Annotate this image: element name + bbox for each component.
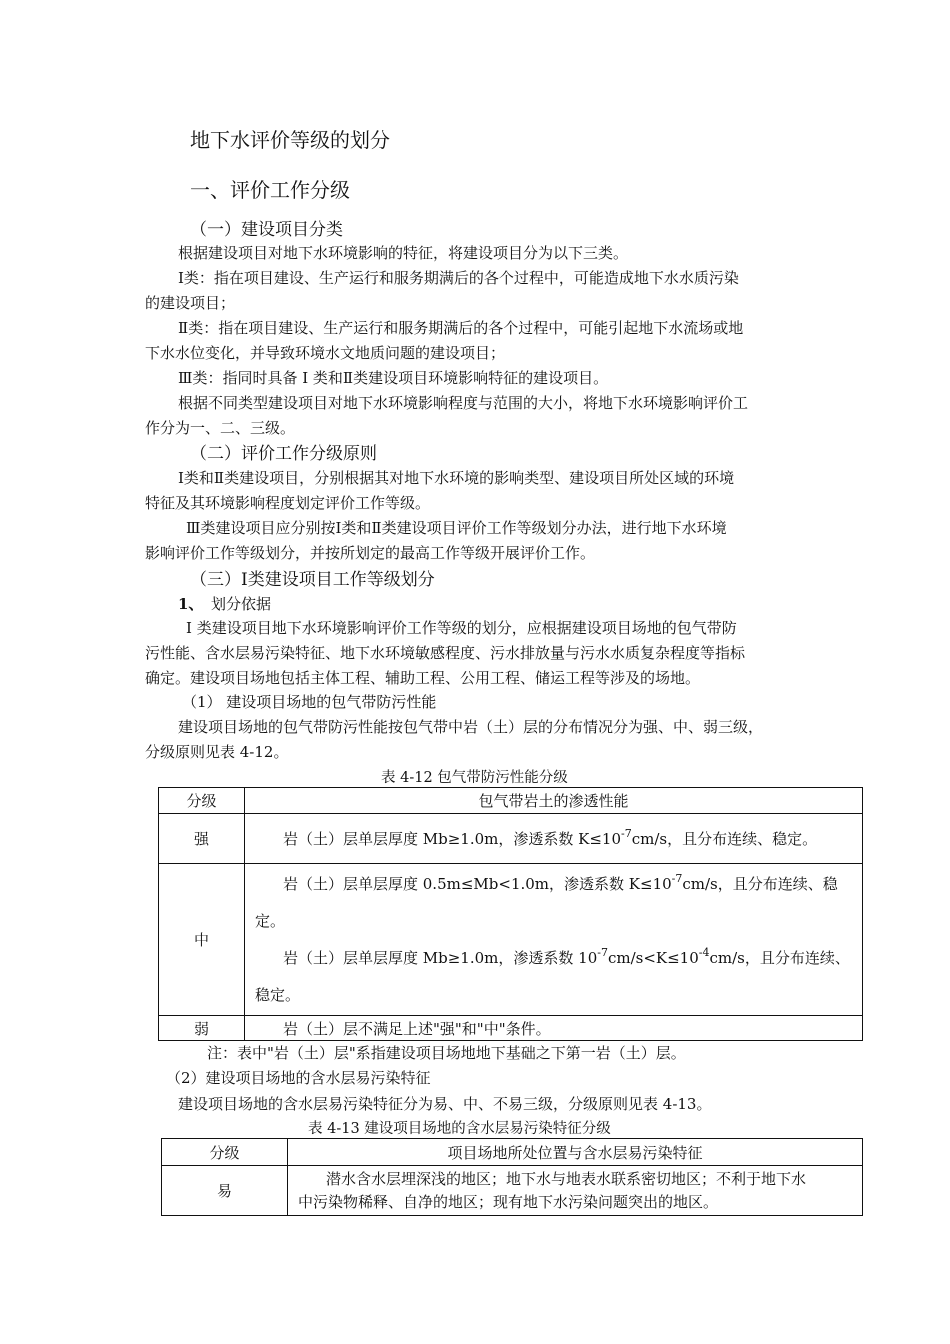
table-header-cell: 分级 — [162, 1139, 288, 1166]
list-heading: 划分依据 — [211, 595, 272, 613]
paragraph: 建设项目场地的含水层易污染特征分为易、中、不易三级，分级原则见表 4-13。 — [178, 1095, 712, 1113]
paragraph: 的建设项目； — [145, 294, 236, 312]
table-row — [159, 1016, 863, 1041]
grade-cell: 易 — [162, 1166, 288, 1216]
paragraph: 下水水位变化，并导致环境水文地质问题的建设项目； — [145, 344, 506, 362]
table-row — [162, 1166, 863, 1216]
grade-cell: 强 — [159, 814, 245, 864]
paragraph: Ⅱ类：指在项目建设、生产运行和服务期满后的各个过程中，可能引起地下水流场或地 — [178, 319, 744, 337]
table-row — [159, 864, 863, 1016]
paragraph: 分级原则见表 4-12。 — [145, 743, 289, 761]
paragraph: Ⅰ类：指在项目建设、生产运行和服务期满后的各个过程中，可能造成地下水水质污染 — [178, 269, 739, 287]
table-header-cell: 包气带岩土的渗透性能 — [245, 788, 863, 814]
description-cell: 岩（土）层单层厚度 0.5m≤Mb<1.0m，渗透系数 $K\le 10^{-7}cm/s$，且分布连续、稳 定。 岩（土）层单层厚度 Mb≥1.0m，渗透系数 $10^{-7}cm/s<K\le 10^{-4}cm/s$，且分布连续、 稳定。 — [245, 864, 863, 1016]
document-title: 地下水评价等级的划分 — [190, 128, 390, 152]
paragraph: 作分为一、二、三级。 — [145, 419, 296, 437]
subsection-heading-3: （三）Ⅰ类建设项目工作等级划分 — [190, 570, 435, 590]
description-cell: 岩（土）层单层厚度 Mb≥1.0m，渗透系数 $K\le 10^{-7}cm/s$，且分布连续、稳定。 — [245, 814, 863, 864]
section-heading-1: 一、评价工作分级 — [190, 178, 350, 202]
table-note: 注：表中"岩（土）层"系指建设项目场地地下基础之下第一岩（土）层。 — [207, 1044, 686, 1062]
paragraph: 根据建设项目对地下水环境影响的特征，将建设项目分为以下三类。 — [178, 244, 629, 262]
paragraph: 污性能、含水层易污染特征、地下水环境敏感程度、污水排放量与污水水质复杂程度等指标 — [145, 644, 746, 662]
table-header-cell: 分级 — [159, 788, 245, 814]
paragraph: Ⅲ类建设项目应分别按Ⅰ类和Ⅱ类建设项目评价工作等级划分办法，进行地下水环境 — [186, 519, 727, 537]
table-caption: 表 4-13 建设项目场地的含水层易污染特征分级 — [308, 1121, 611, 1137]
paragraph: 建设项目场地的包气带防污性能按包气带中岩（土）层的分布情况分为强、中、弱三级， — [178, 718, 764, 736]
paragraph: Ⅰ 类建设项目地下水环境影响评价工作等级的划分，应根据建设项目场地的包气带防 — [186, 619, 737, 637]
table-caption: 表 4-12 包气带防污性能分级 — [381, 770, 568, 786]
grade-cell: 中 — [159, 864, 245, 1016]
subsection-heading-2: （二）评价工作分级原则 — [190, 444, 377, 464]
table-header-row — [162, 1139, 863, 1166]
list-number: 1、 — [178, 595, 204, 613]
table-4-13 — [161, 1138, 863, 1216]
list-item: （2）建设项目场地的含水层易污染特征 — [166, 1069, 431, 1087]
subsection-heading-1: （一）建设项目分类 — [190, 220, 343, 240]
paragraph: 根据不同类型建设项目对地下水环境影响程度与范围的大小，将地下水环境影响评价工 — [178, 394, 749, 412]
paragraph: 确定。建设项目场地包括主体工程、辅助工程、公用工程、储运工程等涉及的场地。 — [145, 669, 701, 687]
table-header-cell: 项目场地所处位置与含水层易污染特征 — [288, 1139, 863, 1166]
table-4-12 — [158, 787, 863, 1041]
table-row — [159, 814, 863, 864]
description-cell: 潜水含水层埋深浅的地区；地下水与地表水联系密切地区；不利于地下水 中污染物稀释、自净的地区；现有地下水污染问题突出的地区。 — [288, 1166, 863, 1216]
list-item: （1） 建设项目场地的包气带防污性能 — [182, 693, 437, 711]
description-cell: 岩（土）层不满足上述"强"和"中"条件。 — [245, 1016, 863, 1041]
paragraph: 影响评价工作等级划分，并按所划定的最高工作等级开展评价工作。 — [145, 544, 596, 562]
paragraph: 特征及其环境影响程度划定评价工作等级。 — [145, 494, 431, 512]
paragraph: Ⅲ类：指同时具备 Ⅰ 类和Ⅱ类建设项目环境影响特征的建设项目。 — [178, 369, 609, 387]
grade-cell: 弱 — [159, 1016, 245, 1041]
table-header-row — [159, 788, 863, 814]
paragraph: Ⅰ类和Ⅱ类建设项目，分别根据其对地下水环境的影响类型、建设项目所处区域的环境 — [178, 469, 735, 487]
